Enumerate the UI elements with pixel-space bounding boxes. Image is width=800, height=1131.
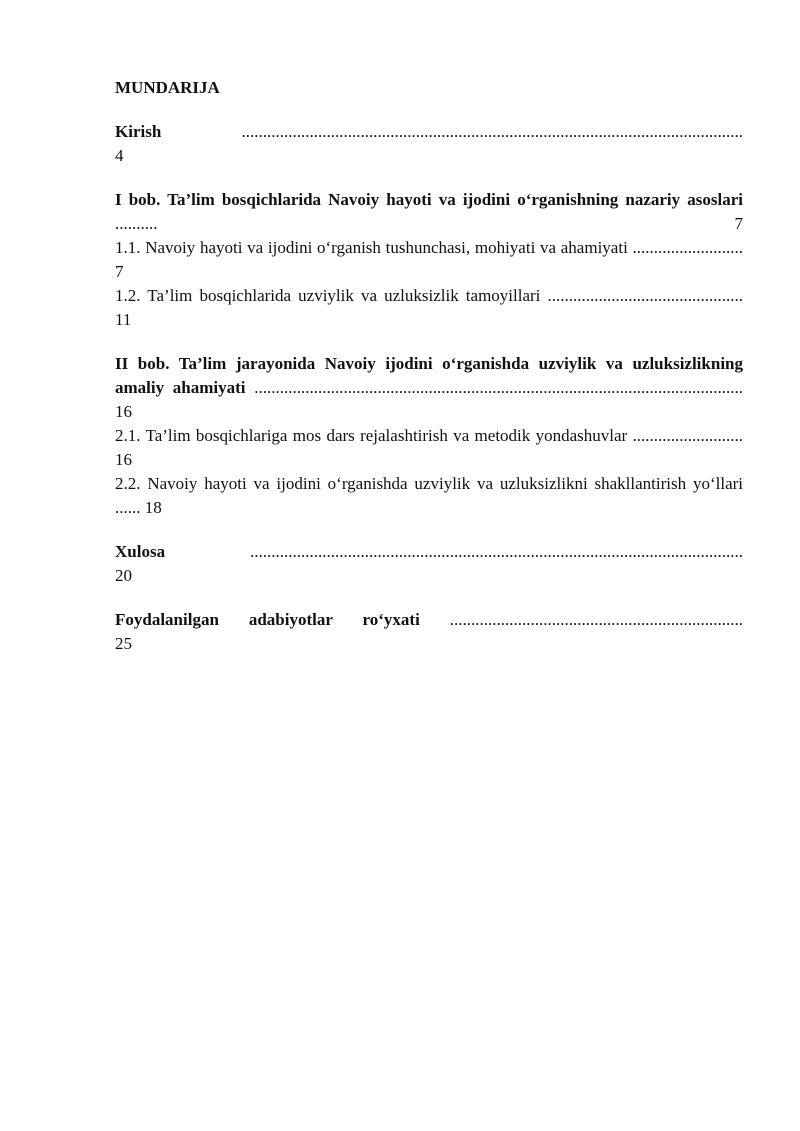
toc-entry-title: II bob. Ta’lim jarayonida Navoiy ijodini o‘rganishda uzviylik va uzluksizlikning amaliy ahamiyati bbox=[115, 354, 743, 397]
toc-leader-dots: .......... bbox=[115, 214, 158, 233]
toc-page-number: 18 bbox=[144, 498, 162, 517]
document-page bbox=[115, 76, 743, 656]
toc-entry-conclusion bbox=[115, 540, 743, 564]
toc-entry-introduction bbox=[115, 120, 743, 144]
toc-heading: MUNDARIJA bbox=[115, 78, 220, 97]
toc-entry-section-2-1 bbox=[115, 424, 743, 472]
toc-leader-dots: ................................................................................................................... bbox=[254, 378, 743, 397]
toc-leader-dots: ...... bbox=[115, 498, 141, 517]
toc-page-number: 16 bbox=[115, 402, 132, 421]
toc-entry-page-line bbox=[115, 632, 743, 656]
toc-entry-references bbox=[115, 608, 743, 632]
toc-entry-chapter-1 bbox=[115, 188, 743, 236]
toc-page-number: 7 bbox=[115, 262, 124, 281]
toc-entry-title: I bob. Ta’lim bosqichlarida Navoiy hayoti va ijodini o‘rganishning nazariy asoslari bbox=[115, 190, 743, 209]
toc-page-number: 16 bbox=[115, 450, 132, 469]
toc-leader-dots: .............................................. bbox=[547, 286, 743, 305]
toc-page-number: 20 bbox=[115, 566, 132, 585]
toc-entry-section-1-2 bbox=[115, 284, 743, 332]
toc-leader-dots: .......................... bbox=[632, 238, 744, 257]
toc-entry-chapter-2 bbox=[115, 352, 743, 424]
toc-entry-section-1-1 bbox=[115, 236, 743, 284]
toc-entry-page-line bbox=[115, 564, 743, 588]
toc-leader-dots: .................................................................................................................... bbox=[250, 542, 743, 561]
toc-entry-title: 1.1. Navoiy hayoti va ijodini o‘rganish tushunchasi, mohiyati va ahamiyati bbox=[115, 238, 628, 257]
toc-entry-section-2-2 bbox=[115, 472, 743, 520]
toc-leader-dots: ...................................................................................................................... bbox=[241, 122, 743, 141]
toc-entry-title: 1.2. Ta’lim bosqichlarida uzviylik va uzluksizlik tamoyillari bbox=[115, 286, 541, 305]
toc-entry-title: Foydalanilgan adabiyotlar ro‘yxati bbox=[115, 610, 420, 629]
toc-entry-title: Kirish bbox=[115, 122, 162, 141]
toc-page-number: 4 bbox=[115, 146, 124, 165]
toc-entry-title: 2.2. Navoiy hayoti va ijodini o‘rganishda uzviylik va uzluksizlikni shakllantirish yo‘llari bbox=[115, 474, 743, 493]
toc-entry-page-line bbox=[115, 144, 743, 168]
toc-entry-title: Xulosa bbox=[115, 542, 166, 561]
toc-page-number: 25 bbox=[115, 634, 132, 653]
toc-leader-dots: .......................... bbox=[632, 426, 744, 445]
toc-page-number: 7 bbox=[734, 214, 743, 233]
toc-page-number: 11 bbox=[115, 310, 132, 329]
toc-entry-title: 2.1. Ta’lim bosqichlariga mos dars rejalashtirish va metodik yondashuvlar bbox=[115, 426, 628, 445]
toc-leader-dots: ..................................................................... bbox=[449, 610, 743, 629]
